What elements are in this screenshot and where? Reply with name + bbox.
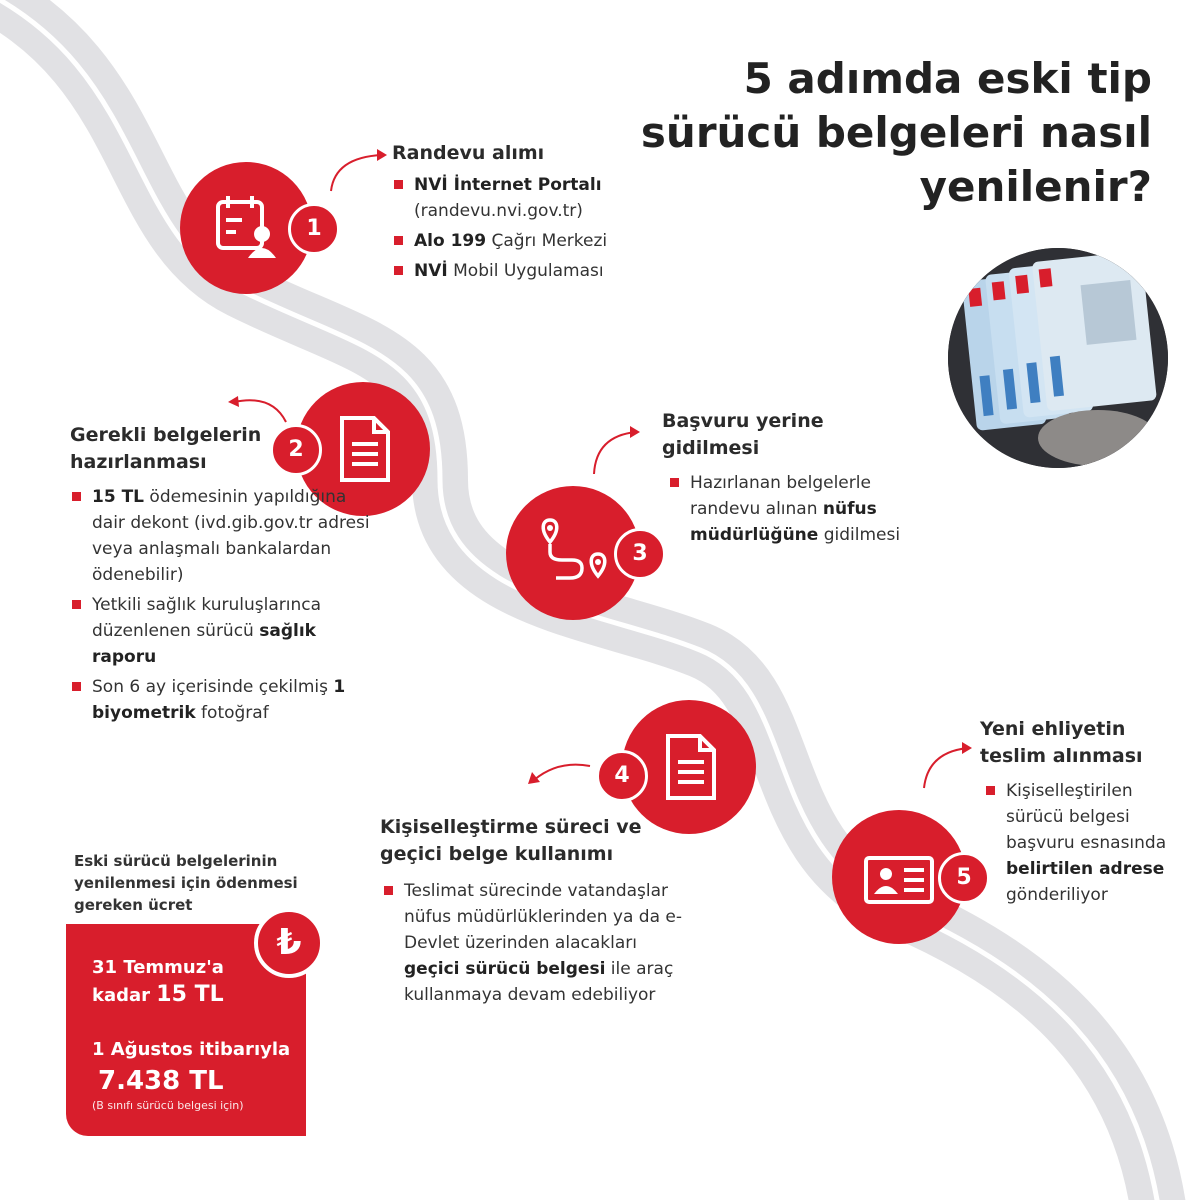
list-item: Yetkili sağlık kuruluşlarınca düzenlenen sürücü sağlık raporu — [70, 592, 370, 670]
list-item: Son 6 ay içerisinde çekilmiş 1 biyometrik fotoğraf — [70, 674, 370, 726]
list-item: Teslimat sürecinde vatandaşlar nüfus müdürlüklerinden ya da e-Devlet üzerinden alacakları geçici sürücü belgesi ile araç kullanmaya devam edebiliyor — [382, 878, 692, 1008]
fee-amount-1: 15 TL — [156, 982, 224, 1007]
step-3-title: Başvuru yerine gidilmesi — [662, 410, 824, 459]
list-item: NVİ Mobil Uygulaması — [392, 258, 642, 284]
step-1-title: Randevu alımı — [392, 142, 545, 164]
step-1-list — [392, 172, 642, 288]
step-5-list — [984, 778, 1184, 912]
step-3-arrow-icon — [588, 422, 648, 478]
title-line-1: 5 adımda eski tip — [743, 54, 1152, 103]
step-3-list — [668, 470, 918, 552]
license-cards-illustration — [948, 248, 1168, 468]
step-5-title: Yeni ehliyetin teslim alınması — [980, 718, 1143, 767]
list-item: Kişiselleştirilen sürücü belgesi başvuru esnasında belirtilen adrese gönderiliyor — [984, 778, 1184, 908]
list-item: Alo 199 Çağrı Merkezi — [392, 228, 642, 254]
license-cards-photo — [948, 248, 1168, 468]
step-4-list — [382, 878, 692, 1012]
title-line-2: sürücü belgeleri nasıl — [640, 108, 1152, 157]
fee-note: (B sınıfı sürücü belgesi için) — [92, 1099, 244, 1112]
list-item: NVİ İnternet Portalı (randevu.nvi.gov.tr) — [392, 172, 642, 224]
list-item: 15 TL ödemesinin yapıldığına dair dekont (ivd.gib.gov.tr adresi veya anlaşmalı bankalardan ödenebilir) — [70, 484, 370, 588]
step-4-number: 4 — [596, 750, 648, 802]
title-line-3: yenilenir? — [919, 162, 1152, 211]
step-1-number: 1 — [288, 203, 340, 255]
page-title — [632, 52, 1152, 214]
step-5-arrow-icon — [918, 736, 980, 792]
step-3-number: 3 — [614, 528, 666, 580]
fee-label: Eski sürücü belgelerinin yenilenmesi için ödenmesi gereken ücret — [74, 852, 298, 914]
list-item: Hazırlanan belgelerle randevu alınan nüfus müdürlüğüne gidilmesi — [668, 470, 918, 548]
step-2-title: Gerekli belgelerin hazırlanması — [70, 424, 262, 473]
lira-icon: ₺ — [254, 908, 324, 978]
step-5-number: 5 — [938, 852, 990, 904]
step-4-arrow-icon — [522, 756, 594, 796]
fee-until-text: 31 Temmuz'a kadar 15 TL — [92, 957, 224, 1007]
step-4-title: Kişiselleştirme süreci ve geçici belge kullanımı — [380, 816, 642, 865]
fee-from-text: 1 Ağustos itibarıyla — [92, 1039, 291, 1060]
fee-amount-2: 7.438 TL — [98, 1066, 224, 1096]
step-2-number: 2 — [270, 424, 322, 476]
step-1-arrow-icon — [325, 145, 395, 195]
step-2-list — [70, 484, 370, 730]
